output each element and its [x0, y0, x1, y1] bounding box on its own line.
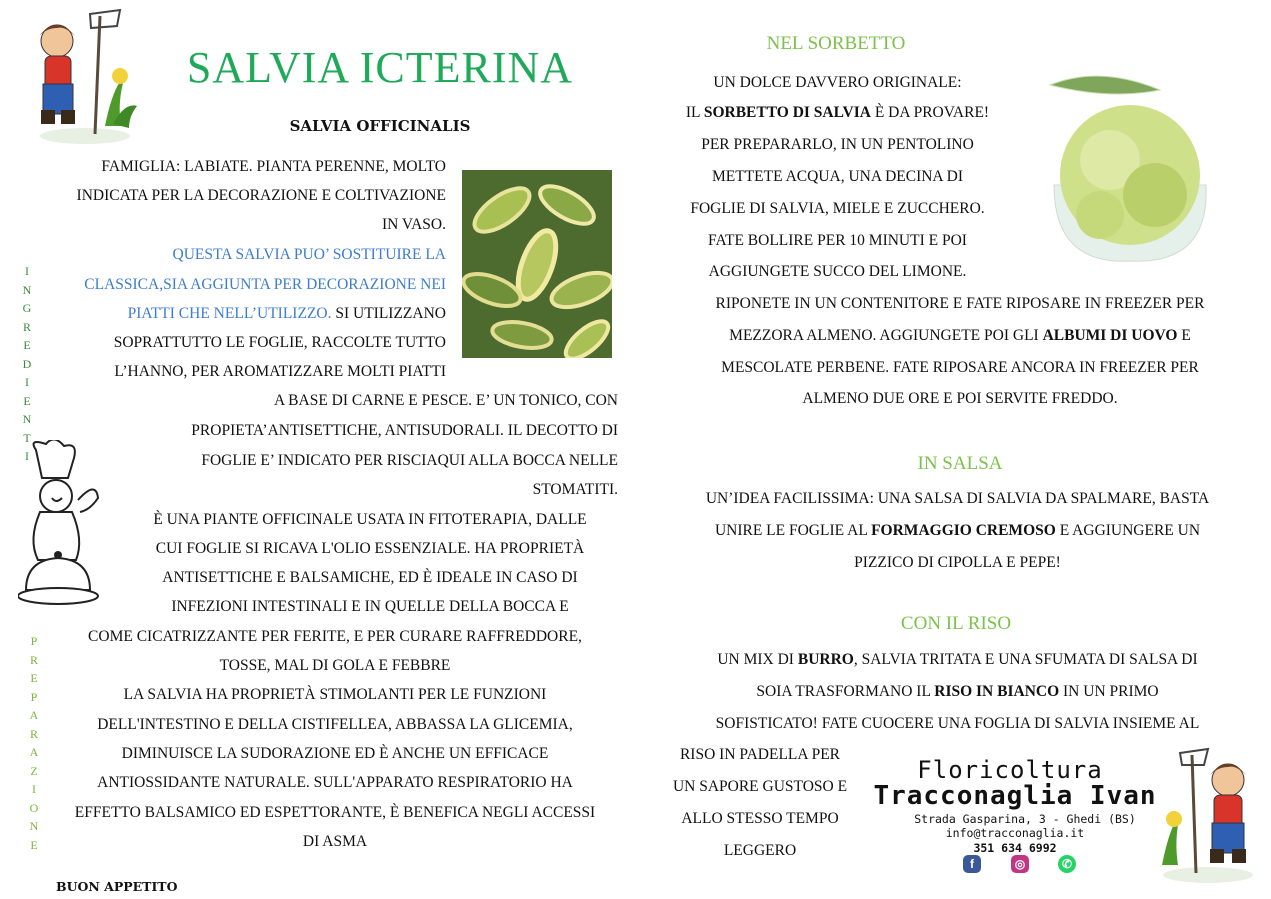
logo-line-2: Tracconaglia Ivan: [873, 781, 1157, 811]
riso-line-1a: UN MIX DI: [717, 651, 794, 668]
riso-bold-burro: BURRO: [797, 651, 854, 668]
body-line-12: CUI FOGLIE SI RICAVA L'OLIO ESSENZIALE. HA PROPRIETÀ: [155, 540, 585, 557]
body-line-14: INFEZIONI INTESTINALI E IN QUELLE DELLA BOCCA E: [171, 598, 569, 615]
intro-line-8: PROPIETA’ANTISETTICHE, ANTISUDORALI. IL DECOTTO DI: [191, 422, 618, 439]
ingredienti-letter: E: [23, 393, 31, 408]
sorbetto-bold: SORBETTO DI SALVIA: [703, 104, 871, 121]
sorbetto-image: [1040, 65, 1220, 265]
intro-line-4: SI UTILIZZANO: [335, 305, 446, 322]
sorbetto-line-9c: E: [1181, 327, 1191, 344]
sorbetto-line-3: PER PREPARARLO, IN UN PENTOLINO: [701, 136, 974, 153]
sorbetto-line-10: MESCOLATE PERBENE. FATE RIPOSARE ANCORA IN FREEZER PER: [721, 359, 1199, 376]
riso-line-7: LEGGERO: [723, 842, 797, 859]
logo-email: info@tracconaglia.it: [945, 826, 1085, 840]
riso-line-4: RISO IN PADELLA PER: [679, 746, 841, 763]
preparazione-vertical-label: [27, 632, 41, 854]
blue-note-line-2: CLASSICA,SIA AGGIUNTA PER DECORAZIONE NEI: [84, 276, 446, 293]
page-title: SALVIA ICTERINA: [186, 43, 574, 92]
salsa-line-2: [650, 516, 1265, 546]
page-subtitle: SALVIA OFFICINALIS: [289, 117, 471, 135]
heading-riso: CON IL RISO: [900, 613, 1012, 634]
logo-phone: 351 634 6992: [973, 841, 1057, 855]
preparazione-letter: P: [30, 634, 38, 648]
ingredienti-letter: G: [22, 301, 32, 315]
riso-line-2c: IN UN PRIMO: [1063, 683, 1159, 700]
riso-line-2a: SOIA TRASFORMANO IL: [756, 683, 931, 700]
sorbetto-line-11: ALMENO DUE ORE E POI SERVITE FREDDO.: [802, 390, 1118, 407]
preparazione-letter: P: [30, 689, 38, 704]
intro-line-1: FAMIGLIA: LABIATE. PIANTA PERENNE, MOLTO: [101, 158, 446, 175]
mixed-line: [40, 299, 446, 329]
sorbetto-line-1: UN DOLCE DAVVERO ORIGINALE:: [713, 74, 962, 91]
body-line-18: DELL'INTESTINO E DELLA CISTIFELLEA, ABBASSA LA GLICEMIA,: [97, 716, 573, 733]
body-line-16: TOSSE, MAL DI GOLA E FEBBRE: [219, 657, 451, 674]
sorbetto-line-9a: MEZZORA ALMENO. AGGIUNGETE POI GLI: [729, 327, 1039, 344]
salsa-line-1: UN’IDEA FACILISSIMA: UNA SALSA DI SALVIA DA SPALMARE, BASTA: [705, 490, 1210, 507]
riso-line-3: SOFISTICATO! FATE CUOCERE UNA FOGLIA DI SALVIA INSIEME AL: [715, 715, 1200, 732]
sage-leaves-image: [462, 170, 612, 358]
intro-line-9: FOGLIE E’ INDICATO PER RISCIAQUI ALLA BOCCA NELLE: [201, 452, 618, 469]
salsa-line-2a: UNIRE LE FOGLIE AL: [714, 522, 868, 539]
riso-line-5: UN SAPORE GUSTOSO E: [672, 778, 848, 795]
intro-line-6: L’HANNO, PER AROMATIZZARE MOLTI PIATTI: [114, 363, 446, 380]
buon-appetito: BUON APPETITO: [56, 879, 178, 894]
sorbetto-line-9: [660, 321, 1260, 351]
body-line-15: COME CICATRIZZANTE PER FERITE, E PER CURARE RAFFREDDORE,: [88, 628, 582, 645]
intro-line-2: INDICATA PER LA DECORAZIONE E COLTIVAZIONE: [76, 187, 446, 204]
body-line-11: È UNA PIANTE OFFICINALE USATA IN FITOTERAPIA, DALLE: [153, 511, 587, 528]
riso-line-1: [650, 645, 1265, 675]
salsa-line-2c: E AGGIUNGERE UN: [1059, 522, 1201, 539]
farmer-mascot-top: [25, 6, 140, 146]
ingredienti-letter: I: [25, 449, 29, 463]
ingredienti-letter: N: [22, 282, 32, 297]
riso-bold-bianco: RISO IN BIANCO: [934, 683, 1060, 700]
preparazione-letter: Z: [30, 763, 38, 778]
body-line-21: EFFETTO BALSAMICO ED ESPETTORANTE, È BENEFICA NEGLI ACCESSI: [74, 804, 596, 821]
whatsapp-icon[interactable]: ✆: [1058, 855, 1076, 873]
body-line-20: ANTIOSSIDANTE NATURALE. SULL'APPARATO RESPIRATORIO HA: [97, 774, 573, 791]
preparazione-letter: R: [29, 652, 38, 667]
sorbetto-bold-albumi: ALBUMI DI UOVO: [1042, 327, 1178, 344]
preparazione-letter: R: [29, 726, 38, 741]
body-line-13: ANTISETTICHE E BALSAMICHE, ED È IDEALE IN CASO DI: [162, 569, 578, 586]
ingredienti-letter: I: [25, 375, 29, 389]
body-line-22: DI ASMA: [302, 833, 368, 850]
ingredienti-letter: I: [25, 264, 29, 278]
intro-line-5: SOPRATTUTTO LE FOGLIE, RACCOLTE TUTTO: [113, 334, 446, 351]
chef-illustration: [18, 440, 106, 618]
ingredienti-letter: D: [22, 356, 32, 371]
intro-line-7: A BASE DI CARNE E PESCE. E’ UN TONICO, CON: [273, 392, 618, 409]
preparazione-letter: I: [32, 782, 36, 796]
preparazione-letter: E: [30, 837, 38, 852]
salsa-line-3: PIZZICO DI CIPOLLA E PEPE!: [854, 554, 1061, 571]
heading-salsa: IN SALSA: [917, 453, 1003, 474]
sorbetto-line-2c: È DA PROVARE!: [874, 104, 990, 121]
preparazione-letter: O: [29, 800, 39, 815]
facebook-icon[interactable]: f: [963, 855, 981, 873]
ingredienti-letter: E: [23, 338, 31, 352]
body-line-17: LA SALVIA HA PROPRIETÀ STIMOLANTI PER LE FUNZIONI: [123, 686, 547, 703]
ingredienti-vertical-label: [20, 262, 34, 466]
blue-note-line-3: PIATTI CHE NELL’UTILIZZO.: [127, 305, 332, 322]
preparazione-letter: E: [30, 671, 38, 685]
sorbetto-line-2a: IL: [685, 104, 700, 121]
sorbetto-line-2: [640, 98, 1035, 128]
blue-note-line-1: QUESTA SALVIA PUO’ SOSTITUIRE LA: [172, 246, 446, 263]
salsa-bold: FORMAGGIO CREMOSO: [871, 522, 1056, 539]
preparazione-letter: A: [29, 745, 39, 759]
ingredienti-letter: N: [22, 412, 32, 426]
sorbetto-line-4: METTETE ACQUA, UNA DECINA DI: [712, 168, 963, 185]
body-line-19: DIMINUISCE LA SUDORAZIONE ED È ANCHE UN EFFICACE: [121, 745, 549, 762]
heading-sorbetto: NEL SORBETTO: [766, 33, 906, 54]
sorbetto-line-8: RIPONETE IN UN CONTENITORE E FATE RIPOSARE IN FREEZER PER: [715, 295, 1205, 312]
sorbetto-line-6: FATE BOLLIRE PER 10 MINUTI E POI: [708, 232, 967, 249]
farmer-mascot-bottom: [1152, 745, 1264, 885]
riso-line-2: [650, 677, 1265, 707]
sorbetto-line-5: FOGLIE DI SALVIA, MIELE E ZUCCHERO.: [690, 200, 985, 217]
riso-line-6: ALLO STESSO TEMPO: [681, 810, 839, 827]
riso-line-1c: , SALVIA TRITATA E UNA SFUMATA DI SALSA DI: [853, 651, 1198, 668]
logo-address: Strada Gasparina, 3 - Ghedi (BS): [914, 812, 1136, 826]
intro-line-10: STOMATITI.: [532, 481, 618, 498]
sorbetto-line-7: AGGIUNGETE SUCCO DEL LIMONE.: [708, 263, 967, 280]
instagram-icon[interactable]: ◎: [1011, 855, 1029, 873]
preparazione-letter: A: [29, 708, 39, 722]
preparazione-letter: N: [29, 819, 39, 833]
ingredienti-letter: R: [22, 319, 31, 334]
logo-line-1: Floricoltura: [917, 756, 1103, 784]
ingredienti-letter: T: [23, 430, 31, 445]
intro-line-3: IN VASO.: [381, 216, 446, 233]
